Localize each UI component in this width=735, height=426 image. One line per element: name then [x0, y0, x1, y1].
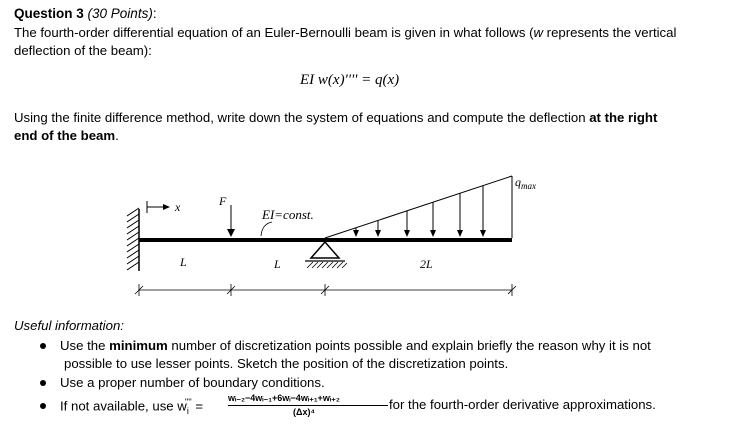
b3-sup: '''': [184, 397, 192, 407]
q-max-label: $q_{max}$: [515, 175, 536, 191]
question-points: (30 Points): [87, 6, 153, 21]
ei-leader: [261, 222, 272, 236]
b3-equals: =: [191, 398, 204, 414]
ei-label: EI=const.: [262, 207, 314, 222]
fd-numerator: wᵢ₋₂−4wᵢ₋₁+6wᵢ−4wᵢ₊₁+wᵢ₊₂: [228, 393, 340, 403]
b3-text-end: for the fourth-order derivative approximations.: [389, 397, 656, 412]
useful-heading: Useful information:: [14, 318, 124, 333]
bullet-dot: [40, 380, 46, 386]
intro-text-b: represents the vertical: [543, 25, 677, 40]
fixed-wall: [127, 208, 139, 271]
task-text-a: Using the finite difference method, write down the system of equations and compute the deflection: [14, 110, 590, 125]
bullet-1-line-2: possible to use lesser points. Sketch the position of the discretization points.: [64, 356, 509, 371]
force-label: F: [219, 194, 227, 208]
b2-text: Use a proper number of boundary conditions.: [60, 375, 325, 390]
b3-text-a: If not available, use w: [60, 398, 187, 414]
bullet-2: [40, 375, 325, 390]
task-period: .: [115, 128, 119, 143]
task-text-bold-2: end of the beam: [14, 128, 116, 143]
bullet-3: [40, 397, 203, 416]
intro-text-a: The fourth-order differential equation of an Euler-Bernoulli beam is given in what follows (: [14, 25, 534, 40]
x-axis-arrow: [147, 201, 170, 213]
title-colon: :: [152, 6, 157, 21]
main-equation: EI w(x)'''' = q(x): [300, 72, 400, 88]
b1-text-bold: minimum: [109, 338, 168, 353]
bullet-dot: [40, 403, 46, 409]
dimension-line: [135, 284, 516, 296]
fraction-bar: [228, 405, 388, 406]
length-label-1: L: [180, 255, 187, 269]
question-number: Question 3: [14, 6, 84, 21]
length-label-3: 2L: [420, 257, 433, 271]
x-label: x: [175, 200, 181, 214]
length-label-2: L: [274, 257, 281, 271]
b1-text-c: number of discretization points possible and explain briefly the reason why it is not: [167, 338, 651, 353]
b3-sub: i: [186, 406, 189, 417]
pin-support: [305, 242, 347, 268]
intro-line-2: deflection of the beam):: [14, 43, 152, 58]
b1-text-a: Use the: [60, 338, 110, 353]
intro-w: w: [533, 25, 544, 40]
task-text-bold: at the right: [589, 110, 658, 125]
bullet-dot: [40, 343, 46, 349]
force-arrow: [227, 205, 235, 237]
fd-denominator: (Δx)⁴: [293, 407, 315, 417]
distributed-load: [325, 176, 512, 238]
bullet-1: [40, 338, 651, 353]
beam: [139, 238, 512, 242]
